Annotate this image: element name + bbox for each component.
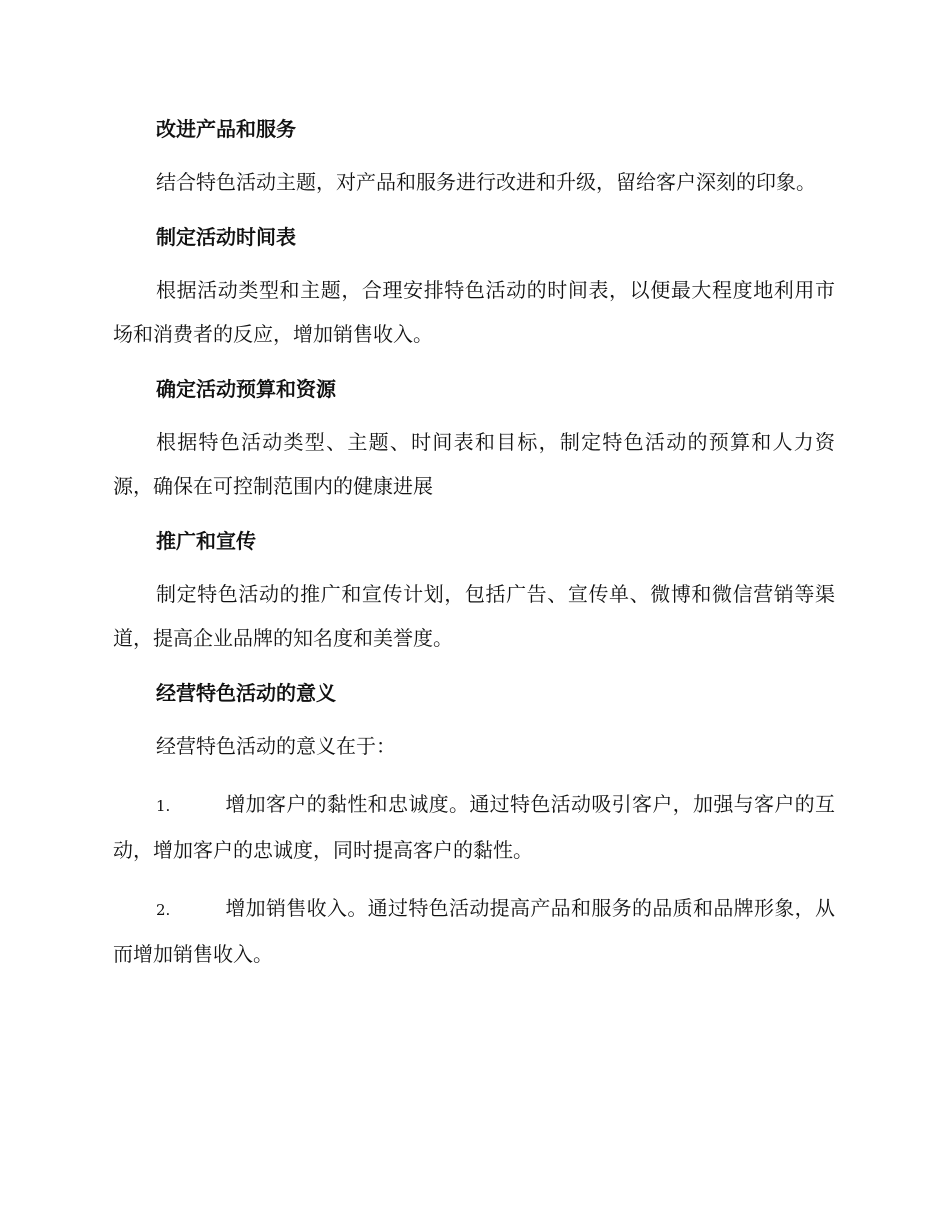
- section-paragraph: 根据活动类型和主题，合理安排特色活动的时间表，以便最大程度地利用市场和消费者的反应，增加销售收入。: [113, 278, 835, 346]
- list-number: 2.: [156, 901, 171, 919]
- section-paragraph: 制定特色活动的推广和宣传计划，包括广告、宣传单、微博和微信营销等渠道，提高企业品牌的知名度和美誉度。: [113, 582, 835, 650]
- section-heading: 确定活动预算和资源: [156, 377, 336, 401]
- document-page: [113, 110, 835, 990]
- section-heading: 改进产品和服务: [156, 117, 296, 141]
- list-item-text: 增加销售收入。通过特色活动提高产品和服务的品质和品牌形象，从而增加销售收入。: [113, 896, 835, 966]
- section-paragraph: 根据特色活动类型、主题、时间表和目标，制定特色活动的预算和人力资源，确保在可控制范围内的健康进展: [113, 430, 835, 498]
- list-number: 1.: [156, 797, 171, 815]
- list-item-text: 增加客户的黏性和忠诚度。通过特色活动吸引客户，加强与客户的互动，增加客户的忠诚度，同时提高客户的黏性。: [113, 792, 835, 862]
- list-item: [113, 886, 835, 976]
- section-heading: 推广和宣传: [156, 529, 256, 553]
- list-item: [113, 782, 835, 872]
- section-heading: 经营特色活动的意义: [156, 681, 336, 705]
- section-paragraph: 经营特色活动的意义在于：: [156, 734, 396, 758]
- section-heading: 制定活动时间表: [156, 225, 296, 249]
- section-paragraph: 结合特色活动主题，对产品和服务进行改进和升级，留给客户深刻的印象。: [156, 170, 816, 194]
